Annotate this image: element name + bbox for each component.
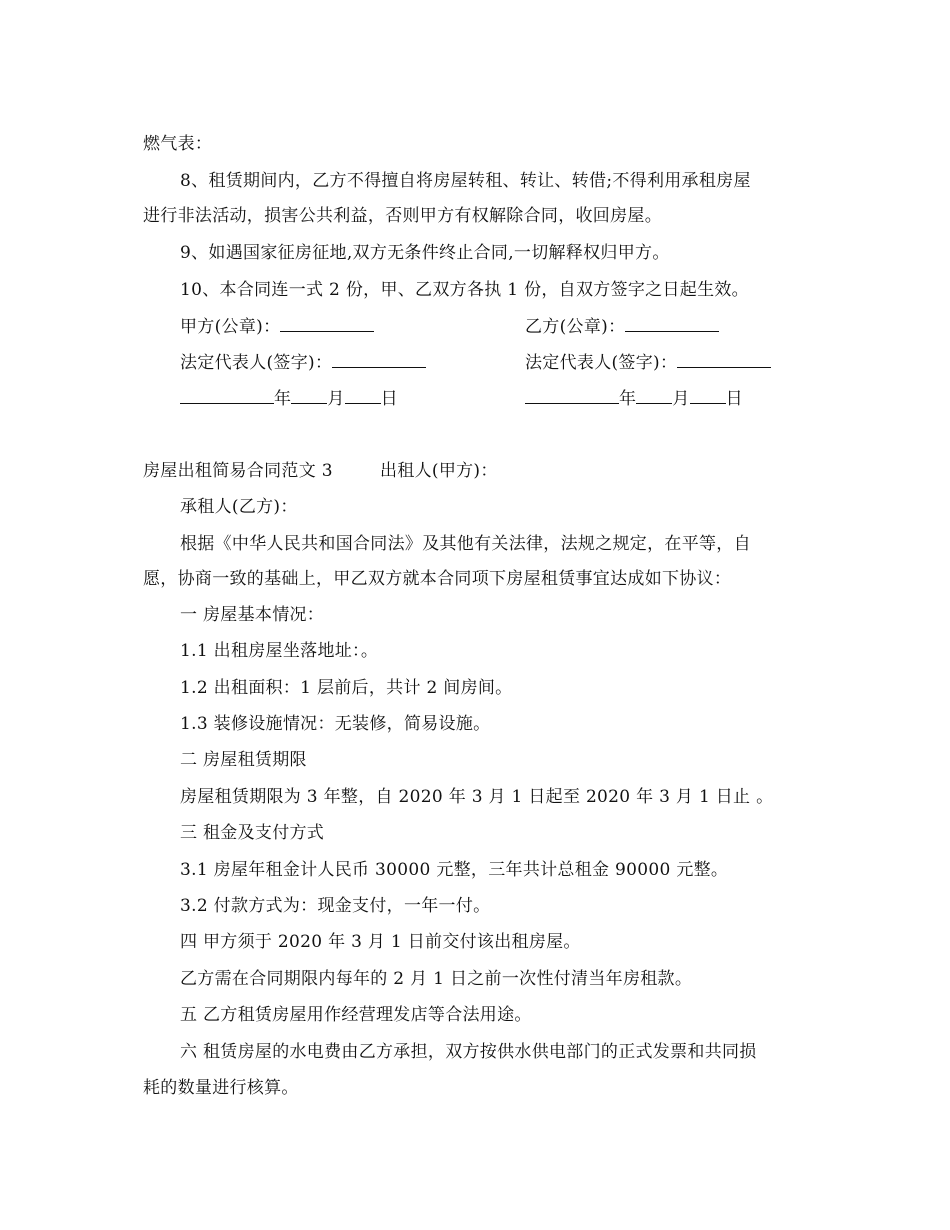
party-b-seal-label: 乙方(公章)： xyxy=(525,317,626,337)
party-b-seal-blank xyxy=(625,315,719,332)
item-3-2: 3.2 付款方式为：现金支付，一年一付。 xyxy=(180,896,491,916)
party-b-rep-blank xyxy=(677,351,771,368)
party-a-rep-row xyxy=(180,351,426,374)
item-usage: 五 乙方租赁房屋用作经营理发店等合法用途。 xyxy=(180,1005,532,1025)
date-year-label: 年 xyxy=(274,389,292,409)
item-annual-payment: 乙方需在合同期限内每年的 2 月 1 日之前一次性付清当年房租款。 xyxy=(180,969,693,989)
date-year-label: 年 xyxy=(619,389,637,409)
date-day-label: 日 xyxy=(380,389,398,409)
date-month-blank xyxy=(291,387,327,404)
intro-line-2: 愿，协商一致的基础上，甲乙双方就本合同项下房屋租赁事宜达成如下协议： xyxy=(143,569,732,589)
party-b-seal-row xyxy=(525,315,719,338)
date-day-blank xyxy=(690,387,726,404)
lessor-label: 出租人(甲方)： xyxy=(380,461,498,481)
party-b-rep-row xyxy=(525,351,771,374)
gas-meter-line: 燃气表： xyxy=(143,134,213,154)
party-b-rep-label: 法定代表人(签字)： xyxy=(525,353,678,373)
item-basic-info: 一 房屋基本情况： xyxy=(180,605,325,625)
item-3-1: 3.1 房屋年租金计人民币 30000 元整，三年共计总租金 90000 元整。 xyxy=(180,860,729,880)
clause-10: 10、本合同连一式 2 份，甲、乙双方各执 1 份，自双方签字之日起生效。 xyxy=(180,280,749,300)
date-year-blank xyxy=(180,387,274,404)
item-rent-heading: 三 租金及支付方式 xyxy=(180,823,325,843)
date-month-label: 月 xyxy=(672,389,690,409)
lessee-label: 承租人(乙方)： xyxy=(180,497,298,517)
clause-8-line-2: 进行非法活动，损害公共利益，否则甲方有权解除合同，收回房屋。 xyxy=(143,206,662,226)
date-day-blank xyxy=(345,387,381,404)
date-month-blank xyxy=(636,387,672,404)
item-lease-term: 房屋租赁期限为 3 年整，自 2020 年 3 月 1 日起至 2020 年 3 月 1 日止 。 xyxy=(180,787,774,807)
date-year-blank xyxy=(525,387,619,404)
clause-9: 9、如遇国家征房征地,双方无条件终止合同,一切解释权归甲方。 xyxy=(180,243,670,263)
clause-8-line-1: 8、租赁期间内，乙方不得擅自将房屋转租、转让、转借;不得利用承租房屋 xyxy=(180,171,751,191)
section-3-heading: 房屋出租简易合同范文 3 xyxy=(143,461,333,481)
item-utilities-line-2: 耗的数量进行核算。 xyxy=(143,1078,299,1098)
item-utilities-line-1: 六 租赁房屋的水电费由乙方承担，双方按供水供电部门的正式发票和共同损 xyxy=(180,1042,757,1062)
item-1-1: 1.1 出租房屋坐落地址：。 xyxy=(180,641,379,661)
item-1-3: 1.3 装修设施情况：无装修，简易设施。 xyxy=(180,714,491,734)
party-b-date-row xyxy=(525,387,743,410)
intro-line-1: 根据《中华人民共和国合同法》及其他有关法律，法规之规定，在平等，自 xyxy=(180,534,751,554)
item-delivery: 四 甲方须于 2020 年 3 月 1 日前交付该出租房屋。 xyxy=(180,932,581,952)
party-a-date-row xyxy=(180,387,398,410)
date-day-label: 日 xyxy=(725,389,743,409)
party-a-seal-label: 甲方(公章)： xyxy=(180,317,281,337)
item-1-2: 1.2 出租面积：1 层前后，共计 2 间房间。 xyxy=(180,678,513,698)
party-a-seal-row xyxy=(180,315,374,338)
party-a-seal-blank xyxy=(280,315,374,332)
party-a-rep-label: 法定代表人(签字)： xyxy=(180,353,333,373)
date-month-label: 月 xyxy=(327,389,345,409)
party-a-rep-blank xyxy=(332,351,426,368)
item-lease-term-heading: 二 房屋租赁期限 xyxy=(180,750,307,770)
